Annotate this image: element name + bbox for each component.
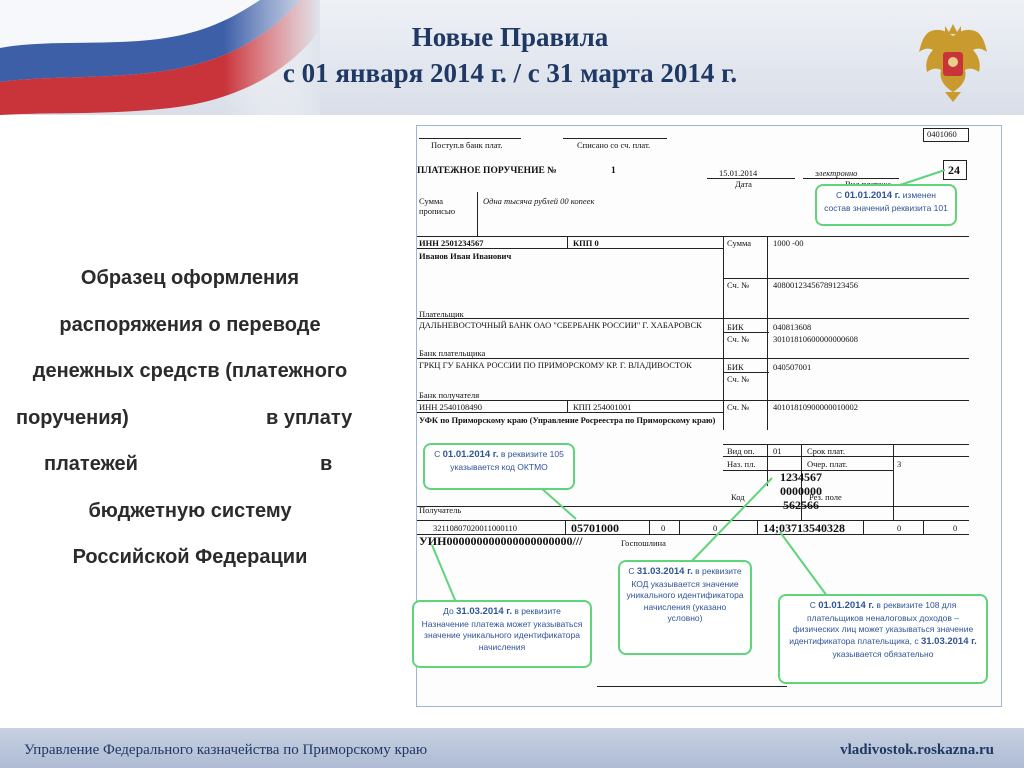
amount-label: Сумма [727, 238, 752, 248]
bik-label: БИК [727, 362, 744, 372]
footer-organization: Управление Федерального казначейства по Приморскому краю [24, 742, 428, 758]
callout-date: 01.01.2014 г. [818, 600, 875, 611]
op-type: 01 [773, 446, 782, 456]
callout-date: 31.03.2014 г. [456, 606, 512, 617]
amount-value: 1000 -00 [773, 238, 804, 248]
order-label: Очер. плат. [807, 459, 848, 469]
divider [417, 506, 969, 507]
payee-inn: ИНН 2540108490 [419, 402, 483, 412]
order-date: 15.01.2014 [719, 168, 758, 178]
payee-label: Получатель [419, 505, 462, 515]
callout-field-108 [778, 594, 988, 684]
slide-header [0, 0, 1024, 115]
callout-text: в реквизите КОД указывается значение уникального идентификатора начисления (указано условно) [626, 566, 744, 624]
code-label: Код [731, 492, 745, 502]
callout-text: С [434, 449, 443, 459]
callout-text: в реквизите 105 указывается код ОКТМО [450, 449, 564, 472]
divider [477, 192, 478, 236]
caption-line: Российской Федерации [72, 546, 308, 568]
payee-bank-label: Банк получателя [419, 390, 480, 400]
caption-line: денежных средств (платежного [32, 360, 348, 382]
callout-text: До [443, 606, 457, 616]
callout-text: в реквизите Назначение платежа может указываться значение уникального идентификатора начисления [421, 606, 583, 652]
field-109: 0 [897, 523, 902, 533]
divider [417, 358, 969, 359]
divider [565, 520, 566, 534]
payer-account: 40800123456789123456 [773, 280, 858, 290]
debited-label: Списано со сч. плат. [577, 140, 651, 150]
payment-method: электронно [815, 168, 858, 178]
field-110: 0 [953, 523, 958, 533]
caption-line: распоряжения о переводе [59, 313, 321, 336]
divider [923, 520, 924, 534]
divider [567, 236, 568, 248]
callout-text: указывается обязательно [832, 648, 934, 659]
divider [723, 332, 769, 333]
received-label: Поступ.в банк плат. [431, 140, 503, 150]
caption-word: в уплату [266, 406, 353, 429]
account-label: Сч. № [727, 334, 750, 344]
sum-words: Одна тысяча рублей 00 копеек [483, 196, 595, 206]
payee-account: 40101810900000010002 [773, 402, 858, 412]
account-label: Сч. № [727, 402, 750, 412]
divider [417, 318, 969, 319]
callout-date: 01.01.2014 г. [844, 190, 901, 201]
caption-line: бюджетную систему [88, 499, 292, 522]
field-108: 14;03713540328 [763, 521, 845, 535]
slide-title-line-2: с 01 января 2014 г. / с 31 марта 2014 г. [282, 58, 738, 88]
payer-bank: ДАЛЬНЕВОСТОЧНЫЙ БАНК ОАО "СБЕРБАНК РОССИИ" Г. ХАБАРОВСК [419, 320, 702, 330]
callout-field-101 [815, 184, 957, 226]
footer-website-link[interactable]: vladivostok.roskazna.ru [840, 742, 994, 758]
caption-word: в [320, 453, 333, 475]
duty-word: Госпошлина [621, 538, 666, 548]
payer-inn: ИНН 2501234567 [419, 238, 484, 248]
callout-text: С [809, 600, 819, 610]
divider [767, 444, 768, 486]
order-value: 3 [897, 459, 902, 469]
caption-word: поручения) [16, 406, 129, 429]
callout-purpose-field [412, 600, 592, 668]
purpose-label: Наз. пл. [727, 459, 756, 469]
payee-kpp: КПП 254001001 [573, 402, 632, 412]
divider [417, 400, 969, 401]
caption-line: Образец оформления [80, 267, 300, 289]
uin-line: УИН000000000000000000000/// [419, 534, 583, 548]
divider [419, 138, 521, 139]
divider [679, 520, 680, 534]
caption-line-split [8, 395, 372, 442]
bik-label: БИК [727, 322, 744, 332]
divider [649, 520, 650, 534]
callout-text: С [835, 190, 845, 200]
payee-bank: ГРКЦ ГУ БАНКА РОССИИ ПО ПРИМОРСКОМУ КР. Г. ВЛАДИВОСТОК [419, 360, 692, 370]
divider [417, 248, 723, 249]
callout-code-field [618, 560, 752, 655]
kbk-101: 32110807020011000110 [433, 523, 518, 533]
payee-bik: 040507001 [773, 362, 812, 372]
field-107: 0 [713, 523, 718, 533]
account-label: Сч. № [727, 280, 750, 290]
payer-bik: 040813608 [773, 322, 812, 332]
payer-kpp: КПП 0 [573, 238, 599, 248]
term-label: Срок плат. [807, 446, 845, 456]
divider [417, 236, 969, 237]
payer-bank-label: Банк плательщика [419, 348, 486, 358]
divider [417, 520, 969, 521]
callout-date: 31.03.2014 г. [636, 566, 693, 577]
slide-title-line-1: Новые Правила [411, 22, 609, 52]
date-label: Дата [735, 179, 752, 189]
sum-words-label: Сумма прописью [419, 196, 456, 217]
uin-code: 1234567 0000000 562566 [780, 470, 822, 512]
divider [723, 372, 769, 373]
slide-caption [8, 255, 372, 581]
form-title: ПЛАТЕЖНОЕ ПОРУЧЕНИЕ № [417, 166, 557, 176]
op-type-label: Вид оп. [727, 446, 755, 456]
payee-name: УФК по Приморскому краю (Управление Росреестра по Приморскому краю) [419, 415, 716, 425]
field-106: 0 [661, 523, 666, 533]
order-number: 1 [611, 166, 616, 176]
form-code: 0401060 [927, 129, 957, 139]
account-label: Сч. № [727, 374, 750, 384]
divider [417, 412, 723, 413]
payer-label: Плательщик [419, 309, 464, 319]
payer-name: Иванов Иван Иванович [419, 251, 512, 261]
divider [757, 520, 758, 534]
divider [863, 520, 864, 534]
divider [597, 686, 787, 687]
callout-date: 01.01.2014 г. [442, 449, 499, 460]
caption-word: платежей [44, 453, 138, 475]
callout-text: С [628, 566, 637, 576]
double-headed-eagle-icon [915, 22, 991, 104]
divider [723, 278, 969, 279]
callout-field-105 [423, 443, 575, 490]
divider [723, 444, 969, 445]
divider [723, 456, 969, 457]
callout-text: изменен состав значений реквизита 101 [824, 190, 948, 213]
payer-corr-account: 30101810600000000608 [773, 334, 858, 344]
caption-line-split [8, 441, 372, 488]
status-code: 24 [948, 163, 960, 177]
reserve-label: Рез. поле [809, 492, 842, 502]
callout-date: 31.03.2014 г. [920, 635, 977, 647]
divider [563, 138, 667, 139]
callout-text: в реквизите 108 для плательщиков неналоговых доходов – физических лиц может указываться значение идентификатора плательщика, с [789, 600, 974, 646]
divider [567, 400, 568, 412]
oktmo-105: 05701000 [571, 521, 619, 535]
